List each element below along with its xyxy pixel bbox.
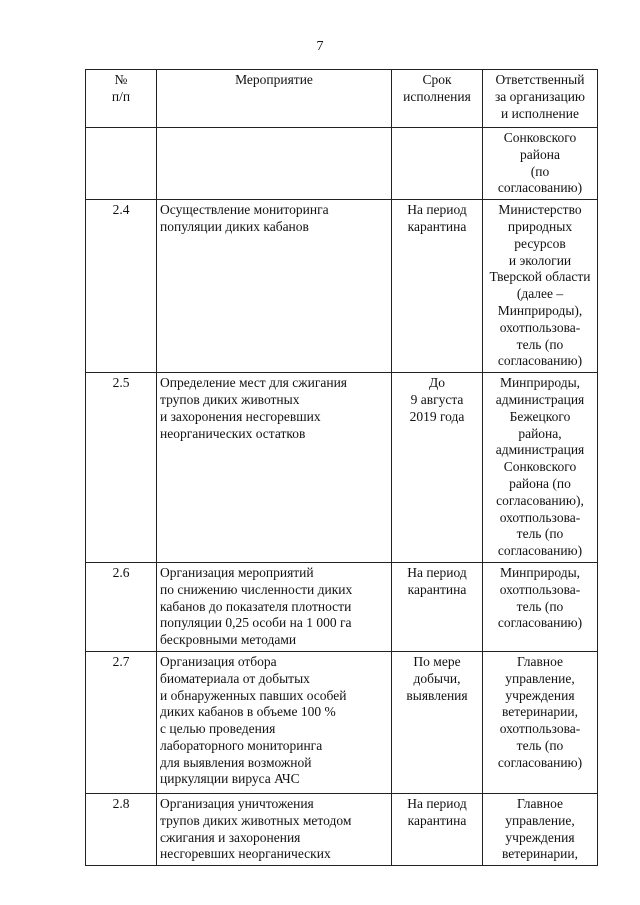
cell-deadline: На период карантина (392, 200, 483, 373)
table-row (86, 562, 598, 651)
header-responsible: Ответственный за организацию и исполнение (483, 70, 598, 128)
measures-table (85, 69, 598, 866)
cell-responsible: Министерство природных ресурсов и экологии Тверской области (далее – Минприроды), охотпользова- тель (по согласованию) (483, 200, 598, 373)
cell-num: 2.4 (86, 200, 157, 373)
header-event: Мероприятие (157, 70, 392, 128)
cell-event: Организация мероприятий по снижению численности диких кабанов до показателя плотности популяции 0,25 особи на 1 000 га бескровными методами (157, 562, 392, 651)
cell-responsible: Главное управление, учреждения ветеринарии, (483, 793, 598, 865)
cell-responsible: Главное управление, учреждения ветеринарии, охотпользова- тель (по согласованию) (483, 651, 598, 793)
cell-deadline: До 9 августа 2019 года (392, 373, 483, 563)
table-row (86, 373, 598, 563)
table-row (86, 651, 598, 793)
cell-deadline: На период карантина (392, 793, 483, 865)
cell-deadline: По мере добычи, выявления (392, 651, 483, 793)
cell-num: 2.8 (86, 793, 157, 865)
cell-event: Организация отбора биоматериала от добытых и обнаруженных павших особей диких кабанов в объеме 100 % с целью проведения лабораторного мониторинга для выявления возможной циркуляции вируса АЧС (157, 651, 392, 793)
cell-event: Определение мест для сжигания трупов диких животных и захоронения несгоревших неорганических остатков (157, 373, 392, 563)
cell-num (86, 128, 157, 200)
cell-num: 2.7 (86, 651, 157, 793)
header-deadline: Срок исполнения (392, 70, 483, 128)
cell-event: Осуществление мониторинга популяции диких кабанов (157, 200, 392, 373)
page-number: 7 (316, 39, 324, 54)
cell-event: Организация уничтожения трупов диких животных методом сжигания и захоронения несгоревших неорганических (157, 793, 392, 865)
cell-deadline: На период карантина (392, 562, 483, 651)
cell-responsible: Сонковского района (по согласованию) (483, 128, 598, 200)
cell-num: 2.5 (86, 373, 157, 563)
table-header-row (86, 70, 598, 128)
cell-responsible: Минприроды, охотпользова- тель (по согласованию) (483, 562, 598, 651)
table-row (86, 793, 598, 865)
cell-num: 2.6 (86, 562, 157, 651)
table-row (86, 128, 598, 200)
cell-deadline (392, 128, 483, 200)
header-num: № п/п (86, 70, 157, 128)
table-row (86, 200, 598, 373)
cell-event (157, 128, 392, 200)
cell-responsible: Минприроды, администрация Бежецкого района, администрация Сонковского района (по согласованию), охотпользова- тель (по согласованию) (483, 373, 598, 563)
